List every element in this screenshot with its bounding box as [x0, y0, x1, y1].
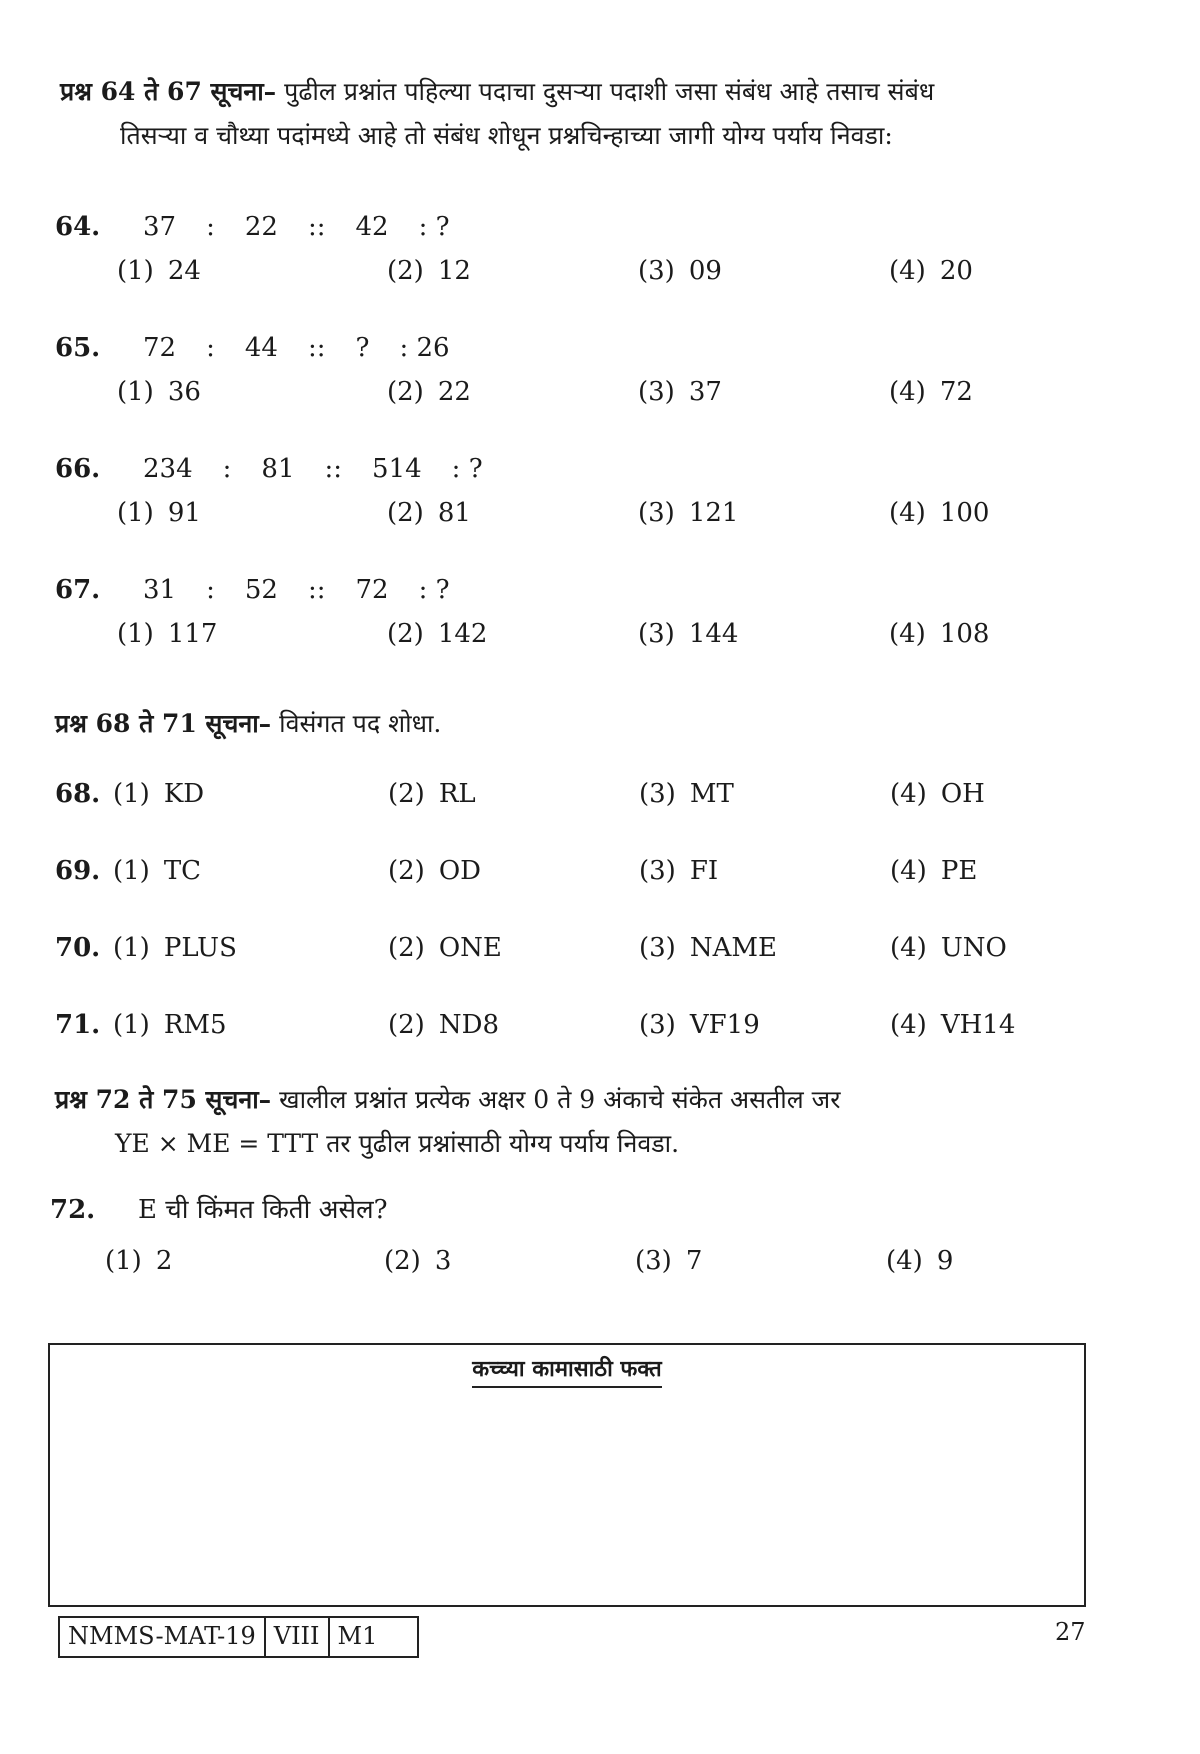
option-key: (4)	[889, 377, 926, 407]
option-1[interactable]	[113, 779, 204, 809]
term: 81	[261, 454, 295, 484]
term: : 26	[399, 333, 450, 363]
option-3[interactable]	[639, 1010, 760, 1040]
question-67	[55, 575, 1095, 659]
question-number: 70.	[55, 933, 101, 963]
option-3[interactable]	[639, 856, 718, 886]
option-value: 9	[936, 1246, 954, 1276]
option-1[interactable]	[117, 619, 217, 649]
question-text: E ची किंमत किती असेल?	[138, 1195, 388, 1225]
option-1[interactable]	[117, 377, 201, 407]
option-value: 142	[437, 619, 488, 649]
option-key: (2)	[388, 779, 425, 809]
class-code: VIII	[266, 1618, 330, 1656]
option-key: (1)	[113, 856, 150, 886]
version-code: M1	[337, 1622, 378, 1650]
option-value: KD	[163, 779, 205, 809]
option-value: VF19	[689, 1010, 760, 1040]
option-key: (1)	[113, 779, 150, 809]
term: 31	[143, 575, 177, 605]
term: 42	[355, 212, 389, 242]
option-key: (4)	[890, 856, 927, 886]
question-number: 69.	[55, 856, 101, 886]
option-key: (1)	[117, 498, 154, 528]
option-key: (3)	[638, 377, 675, 407]
option-key: (2)	[387, 498, 424, 528]
option-value: ONE	[438, 933, 502, 963]
option-key: (3)	[638, 256, 675, 286]
term: 72	[143, 333, 177, 363]
option-4[interactable]	[889, 256, 973, 286]
term: 44	[244, 333, 278, 363]
instruction-text-line1: पुढील प्रश्नांत पहिल्या पदाचा दुसऱ्या पदाशी जसा संबंध आहे तसाच संबंध	[284, 77, 935, 106]
question-68	[55, 779, 1095, 819]
option-value: 09	[688, 256, 722, 286]
option-key: (2)	[388, 856, 425, 886]
option-value: MT	[689, 779, 734, 809]
option-key: (2)	[388, 1010, 425, 1040]
option-key: (4)	[889, 619, 926, 649]
option-2[interactable]	[388, 933, 502, 963]
option-key: (4)	[889, 256, 926, 286]
option-value: 20	[939, 256, 973, 286]
question-66	[55, 454, 1095, 538]
option-key: (3)	[639, 933, 676, 963]
page-number: 27	[1055, 1618, 1086, 1646]
option-value: 2	[155, 1246, 173, 1276]
option-key: (1)	[117, 377, 154, 407]
question-number: 72.	[50, 1195, 96, 1225]
instruction-text: विसंगत पद शोधा.	[279, 709, 442, 738]
instruction-label: प्रश्न 64 ते 67 सूचना–	[60, 77, 277, 106]
rough-work-title: कच्च्या कामासाठी फक्त	[472, 1356, 661, 1388]
option-2[interactable]	[384, 1246, 451, 1276]
option-4[interactable]	[889, 377, 973, 407]
option-2[interactable]	[388, 1010, 499, 1040]
term: :	[222, 454, 232, 484]
option-2[interactable]	[387, 256, 471, 286]
question-number: 68.	[55, 779, 101, 809]
term: :	[206, 333, 215, 363]
option-key: (4)	[890, 933, 927, 963]
option-3[interactable]	[638, 377, 722, 407]
term: 514	[372, 454, 422, 484]
question-number: 71.	[55, 1010, 101, 1040]
term: : ?	[451, 454, 483, 484]
option-3[interactable]	[638, 498, 738, 528]
instruction-label: प्रश्न 72 ते 75 सूचना–	[55, 1085, 272, 1114]
term: :	[206, 575, 215, 605]
option-key: (3)	[635, 1246, 672, 1276]
option-value: UNO	[940, 933, 1007, 963]
option-value: FI	[689, 856, 719, 886]
term: 22	[244, 212, 278, 242]
option-2[interactable]	[387, 498, 471, 528]
question-71	[55, 1010, 1095, 1050]
term: 37	[143, 212, 177, 242]
term: 72	[355, 575, 389, 605]
option-key: (3)	[639, 1010, 676, 1040]
option-key: (2)	[384, 1246, 421, 1276]
option-4[interactable]	[890, 856, 977, 886]
option-value: 24	[167, 256, 201, 286]
option-value: 117	[167, 619, 218, 649]
option-3[interactable]	[639, 779, 734, 809]
option-1[interactable]	[113, 1010, 227, 1040]
option-4[interactable]	[890, 933, 1007, 963]
paper-code: NMMS-MAT-19	[60, 1618, 266, 1656]
term: ?	[355, 333, 370, 363]
option-1[interactable]	[113, 933, 237, 963]
term: 234	[143, 454, 193, 484]
option-value: OH	[940, 779, 985, 809]
option-value: RL	[438, 779, 476, 809]
question-number: 65.	[55, 333, 101, 363]
option-key: (4)	[886, 1246, 923, 1276]
option-3[interactable]	[638, 256, 722, 286]
option-value: 100	[939, 498, 990, 528]
option-value: 37	[688, 377, 722, 407]
option-key: (4)	[890, 1010, 927, 1040]
option-key: (3)	[638, 498, 675, 528]
option-4[interactable]	[890, 1010, 1015, 1040]
option-1[interactable]	[113, 856, 201, 886]
option-2[interactable]	[387, 377, 471, 407]
option-3[interactable]	[638, 619, 738, 649]
option-1[interactable]	[117, 498, 201, 528]
instruction-text-line1: खालील प्रश्नांत प्रत्येक अक्षर 0 ते 9 अंकाचे संकेत असतील जर	[279, 1085, 841, 1114]
option-4[interactable]	[889, 619, 989, 649]
option-value: TC	[163, 856, 202, 886]
question-70	[55, 933, 1095, 973]
question-number: 67.	[55, 575, 101, 605]
option-value: ND8	[438, 1010, 499, 1040]
option-value: 81	[437, 498, 471, 528]
instruction-64-67	[60, 70, 1090, 158]
option-key: (2)	[388, 933, 425, 963]
option-2[interactable]	[388, 856, 481, 886]
option-value: 108	[939, 619, 990, 649]
option-4[interactable]	[890, 779, 985, 809]
option-value: PE	[940, 856, 978, 886]
instruction-68-71	[55, 702, 1085, 746]
option-1[interactable]	[117, 256, 201, 286]
option-value: 121	[688, 498, 739, 528]
question-number: 66.	[55, 454, 101, 484]
option-value: VH14	[940, 1010, 1016, 1040]
instruction-label: प्रश्न 68 ते 71 सूचना–	[55, 709, 272, 738]
question-number: 64.	[55, 212, 101, 242]
option-value: OD	[438, 856, 482, 886]
option-value: 7	[685, 1246, 703, 1276]
option-key: (1)	[117, 256, 154, 286]
term: ::	[307, 575, 326, 605]
option-value: 12	[437, 256, 471, 286]
option-key: (3)	[639, 779, 676, 809]
instruction-72-75	[55, 1078, 1085, 1166]
option-key: (4)	[889, 498, 926, 528]
option-key: (4)	[890, 779, 927, 809]
option-key: (2)	[387, 256, 424, 286]
option-3[interactable]	[635, 1246, 702, 1276]
option-value: 91	[167, 498, 201, 528]
term: ::	[307, 333, 326, 363]
option-value: NAME	[689, 933, 777, 963]
term: ::	[307, 212, 326, 242]
option-key: (3)	[639, 856, 676, 886]
option-value: 144	[688, 619, 739, 649]
option-4[interactable]	[889, 498, 989, 528]
question-65	[55, 333, 1095, 417]
option-3[interactable]	[639, 933, 777, 963]
footer-code-box	[58, 1616, 419, 1658]
term: : ?	[418, 212, 450, 242]
option-1[interactable]	[105, 1246, 172, 1276]
question-64	[55, 212, 1095, 296]
instruction-text-line2: YE × ME = TTT तर पुढील प्रश्नांसाठी योग्य पर्याय निवडा.	[115, 1129, 680, 1158]
option-key: (1)	[105, 1246, 142, 1276]
term: : ?	[418, 575, 450, 605]
option-4[interactable]	[886, 1246, 953, 1276]
option-value: 3	[434, 1246, 452, 1276]
option-2[interactable]	[387, 619, 487, 649]
option-key: (1)	[117, 619, 154, 649]
option-key: (2)	[387, 619, 424, 649]
option-key: (2)	[387, 377, 424, 407]
option-value: RM5	[163, 1010, 227, 1040]
question-69	[55, 856, 1095, 896]
term: 52	[244, 575, 278, 605]
option-value: 72	[939, 377, 973, 407]
option-key: (3)	[638, 619, 675, 649]
option-key: (1)	[113, 1010, 150, 1040]
term: :	[206, 212, 215, 242]
option-value: 36	[167, 377, 201, 407]
option-2[interactable]	[388, 779, 476, 809]
option-value: 22	[437, 377, 471, 407]
question-72	[50, 1190, 1090, 1286]
rough-work-box	[48, 1343, 1086, 1607]
option-key: (1)	[113, 933, 150, 963]
option-value: PLUS	[163, 933, 237, 963]
instruction-text-line2: तिसऱ्या व चौथ्या पदांमध्ये आहे तो संबंध शोधून प्रश्नचिन्हाच्या जागी योग्य पर्याय निवडा:	[120, 121, 893, 150]
term: ::	[324, 454, 343, 484]
